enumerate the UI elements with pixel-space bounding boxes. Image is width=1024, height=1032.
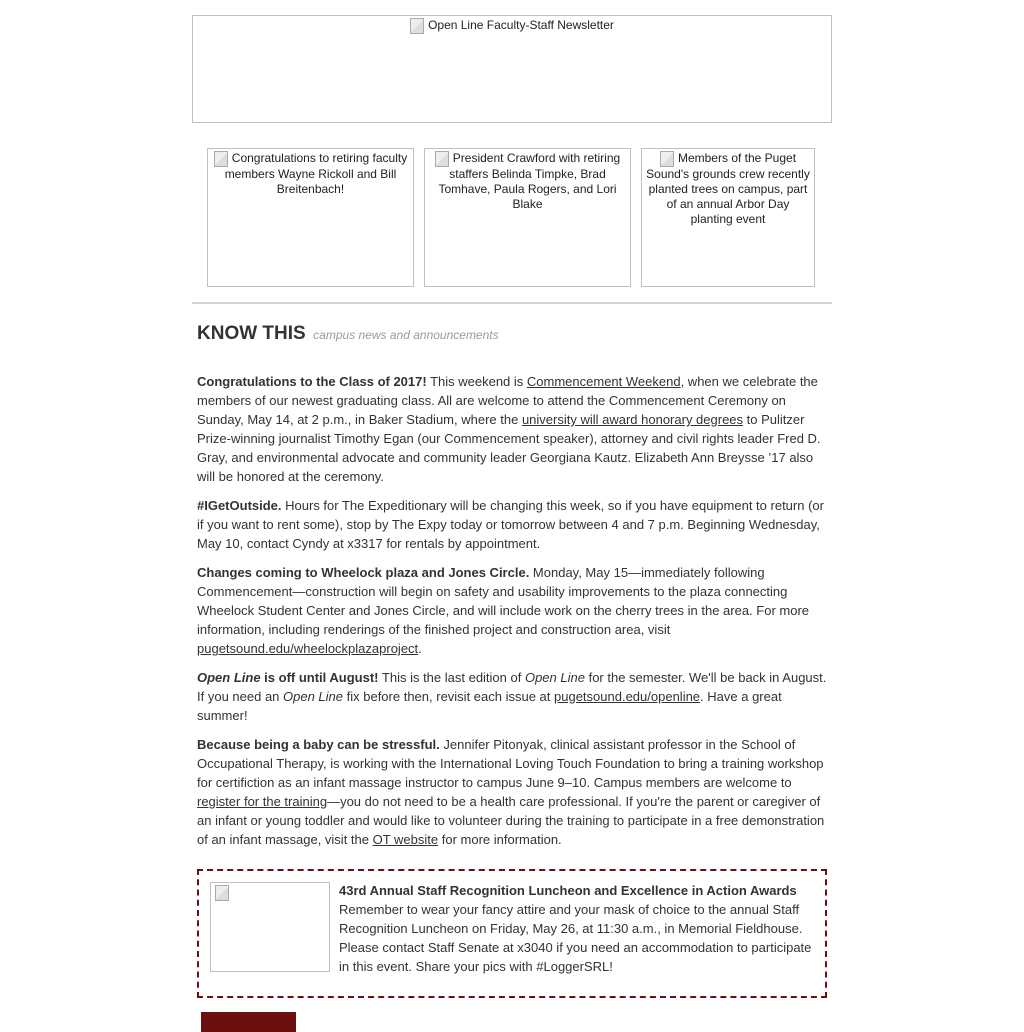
news-item-text: fix before then, revisit each issue at xyxy=(343,689,555,704)
bottom-accent-button[interactable] xyxy=(201,1012,296,1032)
news-item-text: This is the last edition of xyxy=(378,670,525,685)
broken-image-icon xyxy=(214,151,228,167)
news-item-lead xyxy=(197,670,379,685)
news-item-text: Hours for The Expeditionary will be changing this week, so if you have equipment to return (or if you want to rent some), stop by The Expy today or tomorrow between 4 and 7 p.m. Beginning Wednesday, May 10, contact Cyndy at x3317 for rentals by appointment. xyxy=(197,498,824,551)
thumbnail-alt-text: President Crawford with retiring staffers Belinda Timpke, Brad Tomhave, Paula Rogers, and Lori Blake xyxy=(438,151,621,211)
section-heading xyxy=(197,323,827,345)
broken-image-icon xyxy=(410,18,424,34)
news-item-lead: Congratulations to the Class of 2017! xyxy=(197,374,427,389)
open-line-link[interactable]: pugetsound.edu/openline xyxy=(554,689,701,704)
news-items xyxy=(197,372,829,859)
news-item-lead-rest: is off until August! xyxy=(260,670,379,685)
news-item-text: This weekend is xyxy=(426,374,527,389)
callout-text xyxy=(339,881,817,976)
news-item-text: Monday, May 15—immediately following Commencement—construction will begin on safety and usability improvements to the plaza connecting Wheelock Student Center and Jones Circle, and will include work on the cherry trees in the area. For more information, including renderings of the finished project and construction area, visit xyxy=(197,565,810,637)
thumbnail-alt-text: Congratulations to retiring faculty members Wayne Rickoll and Bill Breitenbach! xyxy=(224,151,408,196)
news-item-lead: Changes coming to Wheelock plaza and Jones Circle. xyxy=(197,565,530,580)
news-item-text: for more information. xyxy=(438,832,562,847)
news-item-get-outside xyxy=(197,496,829,553)
news-item-class-2017 xyxy=(197,372,829,486)
broken-image-icon xyxy=(435,151,449,167)
news-item-infant-massage xyxy=(197,735,829,849)
news-item-lead: Because being a baby can be stressful. xyxy=(197,737,440,752)
register-training-link[interactable]: register for the training xyxy=(197,794,328,809)
newsletter-banner-image xyxy=(192,15,832,123)
news-item-text: , when we celebrate the members of our newest graduating class. All are welcome to attend the Commencement Ceremony on Sunday, May 14, at 2 p.m., in Baker Stadium, where the xyxy=(197,374,818,427)
ot-website-link[interactable]: OT website xyxy=(372,832,439,847)
banner-alt-text: Open Line Faculty-Staff Newsletter xyxy=(428,18,614,32)
section-divider xyxy=(192,302,832,304)
news-item-lead: #IGetOutside. xyxy=(197,498,282,513)
news-item-text: to Pulitzer Prize-winning journalist Timothy Egan (our Commencement speaker), attorney and civil rights leader Fred D. Gray, and environmental advocate and community leader Georgiana Kautz. Elizabeth Ann Breysse ’17 also will be honored at the ceremony. xyxy=(197,412,821,484)
news-item-text: . Have a great summer! xyxy=(197,689,782,723)
honorary-degrees-link[interactable]: university will award honorary degrees xyxy=(521,412,744,427)
thumbnail-arbor-day[interactable] xyxy=(641,148,815,287)
news-item-wheelock xyxy=(197,563,829,658)
news-item-text: —you do not need to be a health care professional. If you're the parent or caregiver of an infant or young toddler and would like to volunteer during the training to participate in a free demonstration of an infant massage, visit the xyxy=(197,794,825,847)
broken-image-icon xyxy=(660,151,674,167)
section-title: KNOW THIS xyxy=(197,323,306,344)
staff-recognition-callout xyxy=(197,869,827,998)
commencement-weekend-link[interactable]: Commencement Weekend xyxy=(526,374,681,389)
news-item-text: . xyxy=(418,641,422,656)
news-item-open-line xyxy=(197,668,829,725)
publication-name: Open Line xyxy=(283,689,344,704)
news-item-text: for the semester. We'll be back in August. If you need an xyxy=(197,670,827,704)
thumbnail-alt-text: Members of the Puget Sound's grounds crew recently planted trees on campus, part of an annual Arbor Day planting event xyxy=(646,151,810,226)
broken-image-icon xyxy=(215,885,229,901)
publication-name: Open Line xyxy=(197,670,261,685)
thumbnail-retiring-faculty[interactable] xyxy=(207,148,414,287)
news-item-text: Jennifer Pitonyak, clinical assistant professor in the School of Occupational Therapy, is working with the International Loving Touch Foundation to bring a training workshop for certifiction as an infant massage instructor to campus June 9–10. Campus members are welcome to xyxy=(197,737,824,790)
thumbnail-retiring-staff[interactable] xyxy=(424,148,631,287)
callout-title: 43rd Annual Staff Recognition Luncheon and Excellence in Action Awards xyxy=(339,883,797,898)
section-subtitle: campus news and announcements xyxy=(313,328,499,342)
wheelock-project-link[interactable]: pugetsound.edu/wheelockplazaproject xyxy=(197,641,419,656)
callout-image xyxy=(210,882,330,972)
publication-name: Open Line xyxy=(524,670,585,685)
callout-body: Remember to wear your fancy attire and your mask of choice to the annual Staff Recognition Luncheon on Friday, May 26, at 11:30 a.m., in Memorial Fieldhouse. Please contact Staff Senate at x3040 if you need an accommodation to participate in this event. Share your pics with #LoggerSRL! xyxy=(339,902,812,974)
